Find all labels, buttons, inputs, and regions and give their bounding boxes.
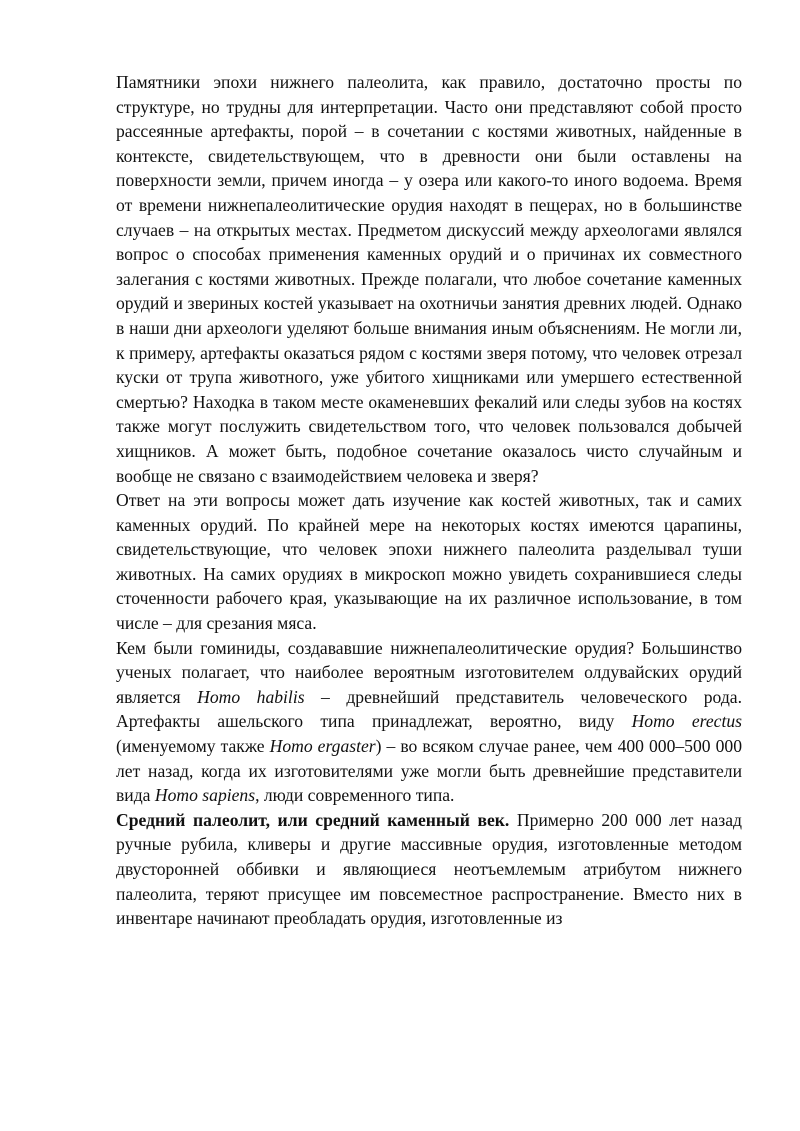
paragraph-text: Кем были гоминиды, создававшие нижнепалеолитические орудия? Большинство ученых полагает, что наиболее вероятным изготовителем олдувайских орудий является [116, 637, 742, 707]
species-name-homo-habilis: Homo habilis [197, 686, 305, 707]
section-heading-middle-paleolithic: Средний палеолит, или средний каменный век. [116, 809, 510, 830]
paragraph-text: , люди современного типа. [255, 785, 455, 806]
paragraph-text: Примерно 200 000 лет назад ручные рубила, кливеры и другие массивные орудия, изготовленные методом двусторонней оббивки и являющиеся неотъемлемым атрибутом нижнего палеолита, теряют присущее им повсеместное распространение. Вместо них в инвентаре начинают преобладать орудия, изготовленные из [116, 809, 742, 929]
species-name-homo-sapiens: Homo sapiens [154, 785, 256, 806]
paragraph-lower-paleolithic-sites [116, 70, 742, 488]
species-name-homo-erectus: Homo erectus [631, 711, 742, 732]
document-page [116, 70, 742, 931]
paragraph-text: Памятники эпохи нижнего палеолита, как правило, достаточно просты по структуре, но трудны для интерпретации. Часто они представляют собой просто рассеянные артефакты, порой – в сочетании с костями животных, найденные в контексте, свидетельствующем, что в древности они были оставлены на поверхности земли, причем иногда – у озера или какого-то иного водоема. Время от времени нижнепалеолитические орудия находят в пещерах, но в большинстве случаев – на открытых местах. Предметом дискуссий между археологами являлся вопрос о способах применения каменных орудий и о причинах их совместного залегания с костями животных. Прежде полагали, что любое сочетание каменных орудий и звериных костей указывает на охотничьи занятия древних людей. Однако в наши дни археологи уделяют больше внимания иным объяснениям. Не могли ли, к примеру, артефакты оказаться рядом с костями зверя потому, что человек отрезал куски от трупа животного, уже убитого хищниками или умершего естественной смертью? Находка в таком месте окаменевших фекалий или следы зубов на костях также могут послужить свидетельством того, что человек пользовался добычей хищников. А может быть, подобное сочетание оказалось чисто случайным и вообще не связано с взаимодействием человека и зверя? [116, 72, 742, 486]
paragraph-hominids [116, 636, 742, 808]
paragraph-bones-and-tools [116, 488, 742, 636]
paragraph-middle-paleolithic [116, 808, 742, 931]
species-name-homo-ergaster: Homo ergaster [269, 736, 376, 757]
paragraph-text: ) – во всяком случае ранее, чем 400 000–500 000 лет назад, когда их изготовителями уже могли быть древнейшие представители вида [116, 736, 743, 806]
paragraph-text: Ответ на эти вопросы может дать изучение как костей животных, так и самих каменных орудий. По крайней мере на некоторых костях имеются царапины, свидетельствующие, что человек эпохи нижнего палеолита разделывал туши животных. На самих орудиях в микроскоп можно увидеть сохранившиеся следы сточенности рабочего края, указывающие на их различное использование, в том числе – для срезания мяса. [116, 490, 742, 634]
paragraph-text: – древнейший представитель человеческого рода. Артефакты ашельского типа принадлежат, вероятно, виду [116, 686, 742, 732]
paragraph-text: (именуемому также [116, 736, 270, 757]
